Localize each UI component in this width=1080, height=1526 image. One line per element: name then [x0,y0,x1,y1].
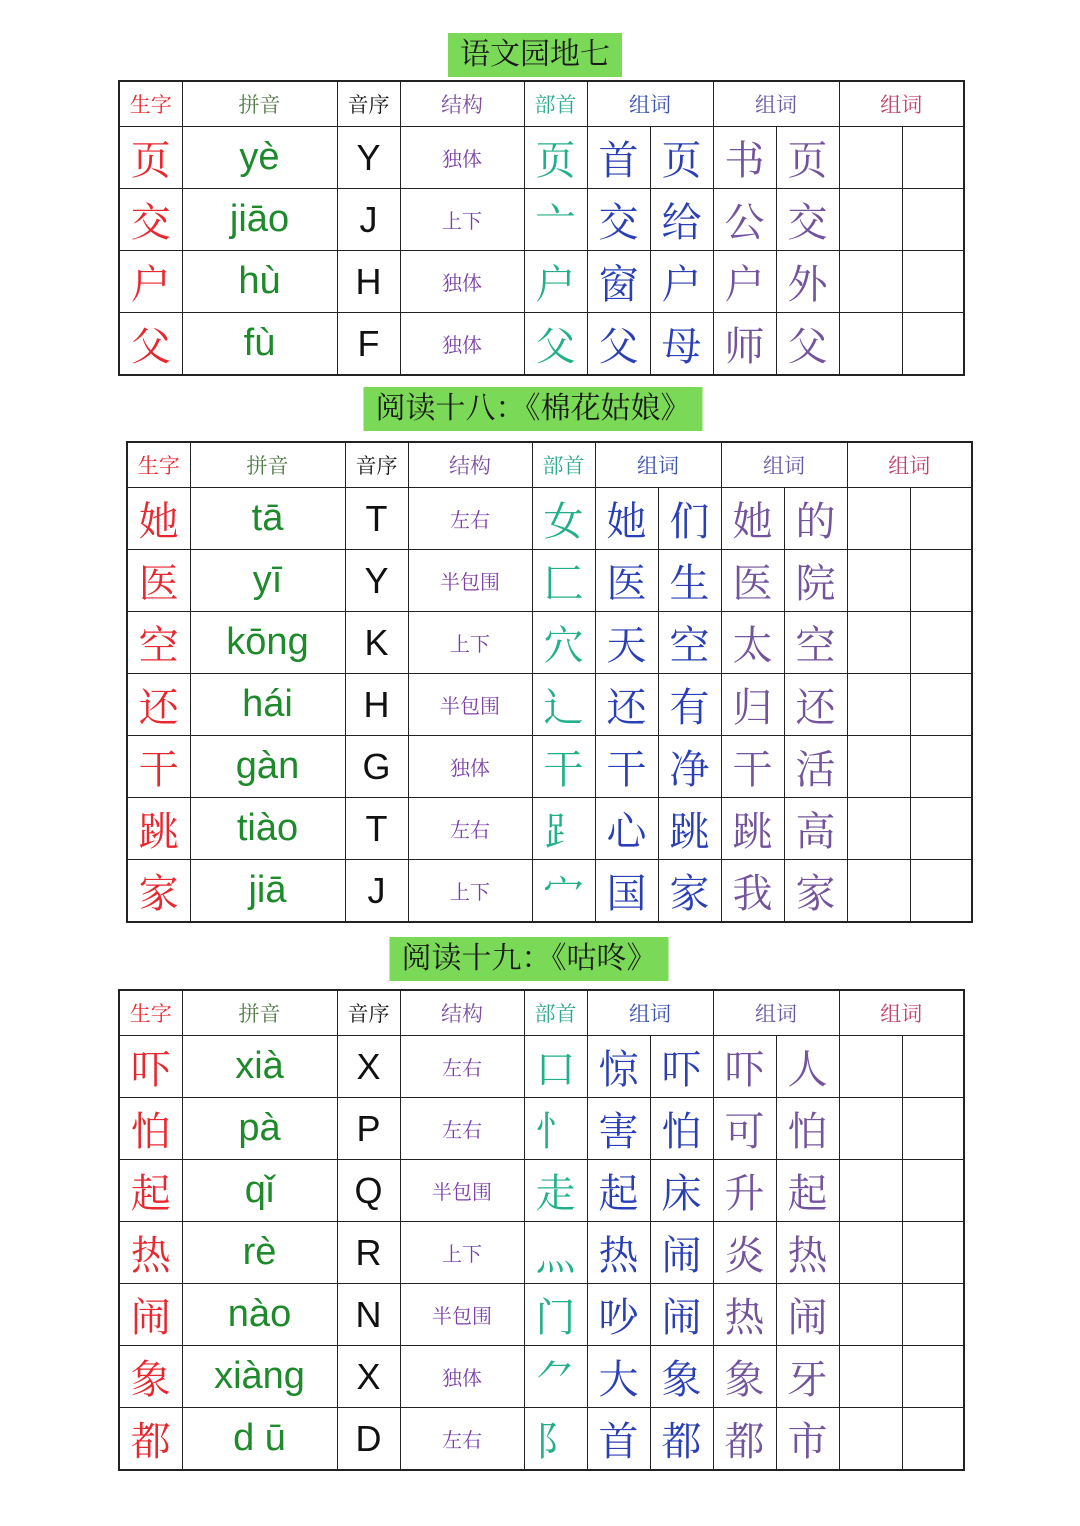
word-char-cell: 外 [776,251,839,313]
header-words-3: 组词 [847,442,972,488]
word-char-cell: 吓 [713,1036,776,1098]
char-cell: 户 [119,251,182,313]
blank-cell [910,860,972,923]
sound-order-cell: H [345,674,408,736]
word-char-cell: 闹 [776,1284,839,1346]
sound-order-cell: G [345,736,408,798]
char-cell: 家 [127,860,190,923]
table-row [119,1098,964,1160]
header-structure: 结构 [400,990,524,1036]
word-char-cell: 家 [784,860,847,923]
blank-cell [910,488,972,550]
word-char-cell: 给 [650,189,713,251]
word-char-cell: 交 [587,189,650,251]
blank-cell [839,1222,902,1284]
structure-cell: 上下 [400,189,524,251]
sound-order-cell: X [337,1346,400,1408]
blank-cell [902,189,964,251]
structure-cell: 半包围 [400,1160,524,1222]
radical-cell: 口 [524,1036,587,1098]
header-radical: 部首 [524,81,587,127]
structure-cell: 独体 [408,736,532,798]
word-char-cell: 家 [658,860,721,923]
blank-cell [839,127,902,189]
char-cell: 她 [127,488,190,550]
sound-order-cell: J [337,189,400,251]
table-row [127,550,972,612]
table-row [119,189,964,251]
word-char-cell: 人 [776,1036,839,1098]
table-row [127,860,972,923]
word-char-cell: 书 [713,127,776,189]
char-cell: 跳 [127,798,190,860]
char-cell: 怕 [119,1098,182,1160]
radical-cell: 亠 [524,189,587,251]
blank-cell [902,1160,964,1222]
header-words-3: 组词 [839,81,964,127]
table-row [119,1160,964,1222]
char-cell: 干 [127,736,190,798]
blank-cell [910,612,972,674]
radical-cell: 灬 [524,1222,587,1284]
blank-cell [847,736,910,798]
structure-cell: 独体 [400,313,524,376]
char-cell: 页 [119,127,182,189]
structure-cell: 独体 [400,127,524,189]
blank-cell [910,674,972,736]
header-char: 生字 [119,81,182,127]
word-char-cell: 闹 [650,1222,713,1284]
header-structure: 结构 [400,81,524,127]
word-char-cell: 都 [713,1408,776,1471]
header-order: 音序 [337,81,400,127]
pinyin-cell: gàn [190,736,345,798]
blank-cell [902,1408,964,1471]
word-char-cell: 还 [784,674,847,736]
char-cell: 闹 [119,1284,182,1346]
radical-cell: 匚 [532,550,595,612]
word-char-cell: 吵 [587,1284,650,1346]
word-char-cell: 国 [595,860,658,923]
blank-cell [910,550,972,612]
pinyin-cell: pà [182,1098,337,1160]
char-cell: 象 [119,1346,182,1408]
character-table-2 [126,441,973,923]
word-char-cell: 惊 [587,1036,650,1098]
blank-cell [910,736,972,798]
sound-order-cell: R [337,1222,400,1284]
blank-cell [902,1098,964,1160]
word-char-cell: 怕 [776,1098,839,1160]
pinyin-cell: jiāo [182,189,337,251]
character-table-1 [118,80,965,376]
sound-order-cell: H [337,251,400,313]
sound-order-cell: T [345,488,408,550]
word-char-cell: 市 [776,1408,839,1471]
word-char-cell: 院 [784,550,847,612]
header-order: 音序 [337,990,400,1036]
structure-cell: 左右 [408,488,532,550]
header-words-2: 组词 [713,990,839,1036]
structure-cell: 上下 [408,860,532,923]
char-cell: 医 [127,550,190,612]
table-row [127,488,972,550]
header-structure: 结构 [408,442,532,488]
pinyin-cell: yī [190,550,345,612]
structure-cell: 左右 [400,1408,524,1471]
word-char-cell: 跳 [658,798,721,860]
section-title-1: 语文园地七 [448,33,622,77]
word-char-cell: 象 [713,1346,776,1408]
pinyin-cell: qǐ [182,1160,337,1222]
blank-cell [839,313,902,376]
sound-order-cell: N [337,1284,400,1346]
header-order: 音序 [345,442,408,488]
word-char-cell: 我 [721,860,784,923]
radical-cell: 宀 [532,860,595,923]
sound-order-cell: F [337,313,400,376]
blank-cell [902,1222,964,1284]
structure-cell: 半包围 [408,674,532,736]
char-cell: 都 [119,1408,182,1471]
table-row [127,798,972,860]
char-cell: 交 [119,189,182,251]
structure-cell: 上下 [400,1222,524,1284]
sound-order-cell: Y [337,127,400,189]
pinyin-cell: kōng [190,612,345,674]
structure-cell: 独体 [400,251,524,313]
header-words-1: 组词 [587,990,713,1036]
char-cell: 热 [119,1222,182,1284]
section-title-3: 阅读十九：《咕咚》 [390,937,669,981]
word-char-cell: 炎 [713,1222,776,1284]
word-char-cell: 怕 [650,1098,713,1160]
header-pinyin: 拼音 [182,81,337,127]
header-pinyin: 拼音 [182,990,337,1036]
structure-cell: 上下 [408,612,532,674]
blank-cell [839,1346,902,1408]
char-cell: 父 [119,313,182,376]
blank-cell [902,127,964,189]
word-char-cell: 师 [713,313,776,376]
word-char-cell: 干 [595,736,658,798]
table-row [119,251,964,313]
word-char-cell: 交 [776,189,839,251]
sound-order-cell: Q [337,1160,400,1222]
radical-cell: 门 [524,1284,587,1346]
word-char-cell: 父 [587,313,650,376]
table-row [119,127,964,189]
structure-cell: 左右 [408,798,532,860]
word-char-cell: 父 [776,313,839,376]
word-char-cell: 空 [784,612,847,674]
pinyin-cell: hái [190,674,345,736]
sound-order-cell: D [337,1408,400,1471]
header-char: 生字 [127,442,190,488]
blank-cell [839,251,902,313]
word-char-cell: 户 [713,251,776,313]
word-char-cell: 热 [587,1222,650,1284]
word-char-cell: 页 [650,127,713,189]
table-row [119,1036,964,1098]
blank-cell [839,1036,902,1098]
word-char-cell: 高 [784,798,847,860]
radical-cell: 父 [524,313,587,376]
char-cell: 起 [119,1160,182,1222]
blank-cell [839,189,902,251]
word-char-cell: 害 [587,1098,650,1160]
header-pinyin: 拼音 [190,442,345,488]
radical-cell: 穴 [532,612,595,674]
radical-cell: 忄 [524,1098,587,1160]
word-char-cell: 的 [784,488,847,550]
word-char-cell: 归 [721,674,784,736]
table-row [127,674,972,736]
character-table-3 [118,989,965,1471]
pinyin-cell: xiàng [182,1346,337,1408]
radical-cell: 页 [524,127,587,189]
char-cell: 还 [127,674,190,736]
radical-cell: 女 [532,488,595,550]
blank-cell [839,1408,902,1471]
table-row [127,736,972,798]
blank-cell [847,860,910,923]
word-char-cell: 都 [650,1408,713,1471]
pinyin-cell: tā [190,488,345,550]
table-row [127,612,972,674]
word-char-cell: 起 [587,1160,650,1222]
word-char-cell: 首 [587,1408,650,1471]
structure-cell: 独体 [400,1346,524,1408]
word-char-cell: 升 [713,1160,776,1222]
table-row [119,313,964,376]
word-char-cell: 页 [776,127,839,189]
word-char-cell: 窗 [587,251,650,313]
radical-cell: 辶 [532,674,595,736]
table-row [119,1346,964,1408]
pinyin-cell: tiào [190,798,345,860]
pinyin-cell: fù [182,313,337,376]
word-char-cell: 户 [650,251,713,313]
word-char-cell: 太 [721,612,784,674]
blank-cell [902,251,964,313]
word-char-cell: 牙 [776,1346,839,1408]
word-char-cell: 公 [713,189,776,251]
header-radical: 部首 [524,990,587,1036]
word-char-cell: 生 [658,550,721,612]
section-title-2: 阅读十八：《棉花姑娘》 [364,387,703,431]
table-row [119,1408,964,1471]
radical-cell: ⻊ [532,798,595,860]
word-char-cell: 医 [721,550,784,612]
sound-order-cell: P [337,1098,400,1160]
structure-cell: 半包围 [408,550,532,612]
word-char-cell: 有 [658,674,721,736]
sound-order-cell: K [345,612,408,674]
word-char-cell: 净 [658,736,721,798]
word-char-cell: 干 [721,736,784,798]
pinyin-cell: rè [182,1222,337,1284]
word-char-cell: 医 [595,550,658,612]
word-char-cell: 热 [713,1284,776,1346]
pinyin-cell: nào [182,1284,337,1346]
word-char-cell: 天 [595,612,658,674]
radical-cell: 阝 [524,1408,587,1471]
word-char-cell: 活 [784,736,847,798]
word-char-cell: 还 [595,674,658,736]
blank-cell [839,1160,902,1222]
table-row [119,1222,964,1284]
blank-cell [902,1346,964,1408]
word-char-cell: 闹 [650,1284,713,1346]
radical-cell: 干 [532,736,595,798]
sound-order-cell: X [337,1036,400,1098]
char-cell: 空 [127,612,190,674]
header-char: 生字 [119,990,182,1036]
sound-order-cell: Y [345,550,408,612]
word-char-cell: 们 [658,488,721,550]
blank-cell [902,1284,964,1346]
blank-cell [847,674,910,736]
blank-cell [902,1036,964,1098]
header-words-1: 组词 [595,442,721,488]
word-char-cell: 她 [721,488,784,550]
word-char-cell: 床 [650,1160,713,1222]
pinyin-cell: hù [182,251,337,313]
word-char-cell: 象 [650,1346,713,1408]
word-char-cell: 母 [650,313,713,376]
word-char-cell: 空 [658,612,721,674]
structure-cell: 半包围 [400,1284,524,1346]
blank-cell [902,313,964,376]
blank-cell [839,1098,902,1160]
header-radical: 部首 [532,442,595,488]
word-char-cell: 吓 [650,1036,713,1098]
radical-cell: 户 [524,251,587,313]
header-words-2: 组词 [721,442,847,488]
blank-cell [847,612,910,674]
blank-cell [847,798,910,860]
blank-cell [847,488,910,550]
pinyin-cell: d ū [182,1408,337,1471]
pinyin-cell: xià [182,1036,337,1098]
char-cell: 吓 [119,1036,182,1098]
header-words-2: 组词 [713,81,839,127]
table-row [119,1284,964,1346]
word-char-cell: 起 [776,1160,839,1222]
header-words-1: 组词 [587,81,713,127]
blank-cell [839,1284,902,1346]
structure-cell: 左右 [400,1036,524,1098]
header-words-3: 组词 [839,990,964,1036]
radical-cell: 走 [524,1160,587,1222]
blank-cell [847,550,910,612]
word-char-cell: 跳 [721,798,784,860]
word-char-cell: 心 [595,798,658,860]
structure-cell: 左右 [400,1098,524,1160]
word-char-cell: 可 [713,1098,776,1160]
blank-cell [910,798,972,860]
word-char-cell: 首 [587,127,650,189]
pinyin-cell: yè [182,127,337,189]
word-char-cell: 热 [776,1222,839,1284]
word-char-cell: 大 [587,1346,650,1408]
radical-cell: ⺈ [524,1346,587,1408]
sound-order-cell: T [345,798,408,860]
word-char-cell: 她 [595,488,658,550]
sound-order-cell: J [345,860,408,923]
pinyin-cell: jiā [190,860,345,923]
